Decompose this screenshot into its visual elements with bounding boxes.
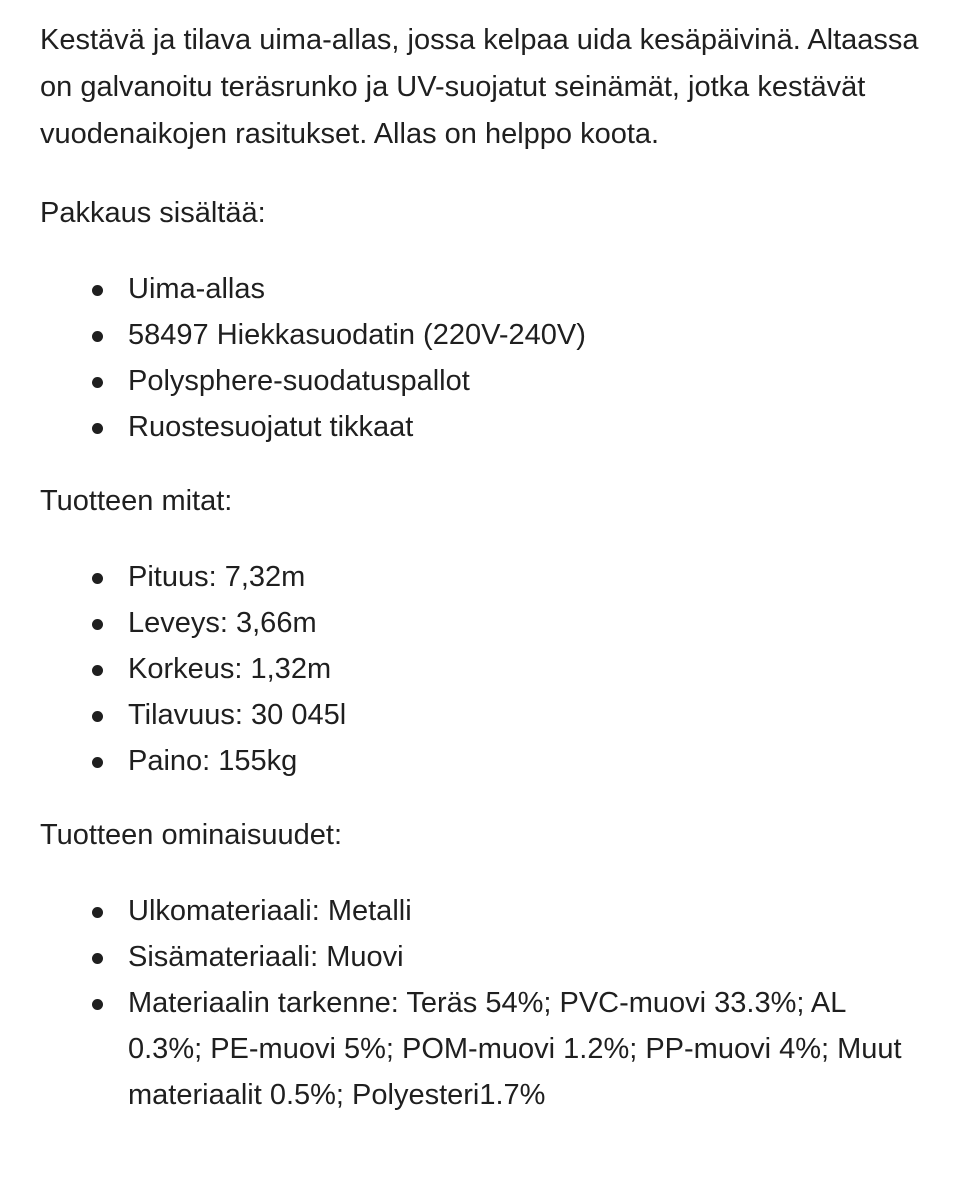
list-item: Pituus: 7,32m (128, 554, 920, 600)
list-item: Tilavuus: 30 045l (128, 692, 920, 738)
bullet-icon (92, 953, 103, 964)
features-heading: Tuotteen ominaisuudet: (40, 819, 343, 851)
bullet-icon (92, 999, 103, 1010)
bullet-icon (92, 757, 103, 768)
product-description (40, 17, 920, 1118)
bullet-icon (92, 907, 103, 918)
features-list (40, 888, 920, 1118)
bullet-icon (92, 665, 103, 676)
list-item: 58497 Hiekkasuodatin (220V-240V) (128, 312, 920, 358)
list-item: Materiaalin tarkenne: Teräs 54%; PVC-muovi 33.3%; AL 0.3%; PE-muovi 5%; POM-muovi 1.2%; PP-muovi 4%; Muut materiaalit 0.5%; Polyesteri1.7% (128, 980, 920, 1118)
bullet-icon (92, 331, 103, 342)
bullet-icon (92, 377, 103, 388)
bullet-icon (92, 573, 103, 584)
list-item: Paino: 155kg (128, 738, 920, 784)
bullet-icon (92, 285, 103, 296)
dimensions-list (40, 554, 920, 784)
dimensions-heading: Tuotteen mitat: (40, 485, 233, 517)
package-list (40, 266, 920, 450)
bullet-icon (92, 711, 103, 722)
bullet-icon (92, 619, 103, 630)
list-item: Ruostesuojatut tikkaat (128, 404, 920, 450)
list-item: Sisämateriaali: Muovi (128, 934, 920, 980)
list-item: Polysphere-suodatuspallot (128, 358, 920, 404)
list-item: Uima-allas (128, 266, 920, 312)
list-item: Ulkomateriaali: Metalli (128, 888, 920, 934)
intro-paragraph: Kestävä ja tilava uima-allas, jossa kelpaa uida kesäpäivinä. Altaassa on galvanoitu teräsrunko ja UV-suojatut seinämät, jotka kestävät vuodenaikojen rasitukset. Allas on helppo koota. (40, 24, 919, 150)
list-item: Korkeus: 1,32m (128, 646, 920, 692)
package-heading: Pakkaus sisältää: (40, 197, 266, 229)
bullet-icon (92, 423, 103, 434)
list-item: Leveys: 3,66m (128, 600, 920, 646)
